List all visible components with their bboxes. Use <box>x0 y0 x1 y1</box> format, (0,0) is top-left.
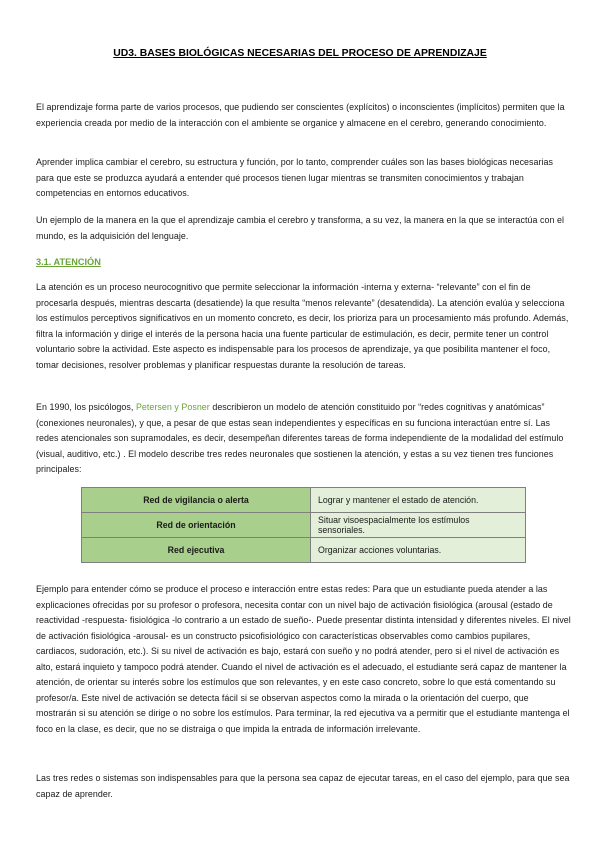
p2-text-before: En 1990, los psicólogos, <box>36 402 136 412</box>
intro-paragraph-1: El aprendizaje forma parte de varios procesos, que pudiendo ser conscientes (explícitos) o inconscientes (implícitos) permiten que la experiencia creada por medio de la interacción con el ambiente se organice y almacene en el cerebro, generando conocimiento. <box>36 102 565 128</box>
atencion-paragraph-3: Ejemplo para entender cómo se produce el proceso e interacción entre estas redes: Para que un estudiante pueda atender a las explicaciones ofrecidas por su profesor o profesora, necesita contar con un nivel bajo de activación fisiológica (arousal (estado de reactividad -respuesta- fisiológica -lo contrario a un estado de sueño-. Puede presentar distinta intensidad y diferentes niveles. El nivel de activación fisiológica -arousal- es un constructo psicofisiológico con características observables como cambios pupilares, cardiacos, sudoración, etc.). Si su nivel de activación es bajo, estará con sueño y no podrá atender, pero si el nivel de activación es alto, estará inquieto y tampoco podrá atender. Cuando el nivel de activación es el adecuado, el estudiante será capaz de mantener la atención, de orientar su interés sobre los estímulos que son relevantes, y en este caso concreto, sobre lo que está comentando su profesor/a. Este nivel de activación se detecta fácil si se observan aspectos como la mirada o la orientación del cuerpo, que mostrarán si su atención se dirige o no sobre los estímulos. Para terminar, la red ejecutiva va a permitir que el estudiante mantenga el foco en la clase, es decir, que no se distraiga o que impida la entrada de información irrelevante. <box>36 584 571 734</box>
atencion-paragraph-2 <box>36 400 571 478</box>
section-heading-atencion: 3.1. ATENCIÓN <box>36 257 101 267</box>
intro-paragraph-2: Aprender implica cambiar el cerebro, su estructura y función, por lo tanto, comprender cuáles son las bases biológicas necesarias para que este se produzca ayudará a entender qué procesos tienen lugar mientras se transmiten conocimientos y trabajan competencias en entornos educativos. <box>36 157 554 198</box>
intro-paragraph-3: Un ejemplo de la manera en la que el aprendizaje cambia el cerebro y transforma, a su vez, la manera en la que se interactúa con el mundo, es la adquisición del lenguaje. <box>36 215 565 241</box>
table-row <box>82 488 526 513</box>
network-name-cell: Red de vigilancia o alerta <box>82 488 311 513</box>
table-row <box>82 538 526 563</box>
network-name-cell: Red de orientación <box>82 513 311 538</box>
table-row <box>82 513 526 538</box>
network-function-cell: Organizar acciones voluntarias. <box>311 538 526 563</box>
network-name-cell: Red ejecutiva <box>82 538 311 563</box>
citation-petersen-posner: Petersen y Posner <box>135 402 210 412</box>
atencion-paragraph-4: Las tres redes o sistemas son indispensables para que la persona sea capaz de ejecutar tareas, en el caso del ejemplo, para que sea capaz de aprender. <box>36 773 570 799</box>
attention-networks-table <box>81 487 526 563</box>
atencion-paragraph-1: La atención es un proceso neurocognitivo que permite seleccionar la información -interna y externa- “relevante” con el fin de procesarla después, mientras descarta (desatiende) la que resulta “menos relevante” (desatendida). La atención evalúa y selecciona los estímulos perceptivos significativos en un momento concreto, es decir, los prioriza para un procesamiento más profundo. Además, filtra la información y dirige el interés de la persona hacia una fuente particular de estimulación, es decir, permite tener un control voluntario sobre la actividad. Este aspecto es indispensable para los procesos de aprendizaje, ya que posibilita mantener el foco, tomar decisiones, resolver problemas y planificar respuestas durante la resolución de tareas. <box>36 282 569 370</box>
network-function-cell: Situar visoespacialmente los estímulos sensoriales. <box>311 513 526 538</box>
network-function-cell: Lograr y mantener el estado de atención. <box>311 488 526 513</box>
p2-text-after: describieron un modelo de atención constituido por “redes cognitivas y anatómicas” (conexiones neuronales), y que, a pesar de que estas sean independientes y específicas en su funciona interactúan entre sí. Las redes atencionales son supramodales, es decir, desempeñan diferentes tareas de forma independiente de la modalidad del estímulo (visual, auditivo, etc.) . El modelo describe tres redes neuronales que sostienen la atención, y estas a su vez tienen tres funciones principales: <box>36 402 564 474</box>
page-title: UD3. BASES BIOLÓGICAS NECESARIAS DEL PROCESO DE APRENDIZAJE <box>113 48 487 59</box>
